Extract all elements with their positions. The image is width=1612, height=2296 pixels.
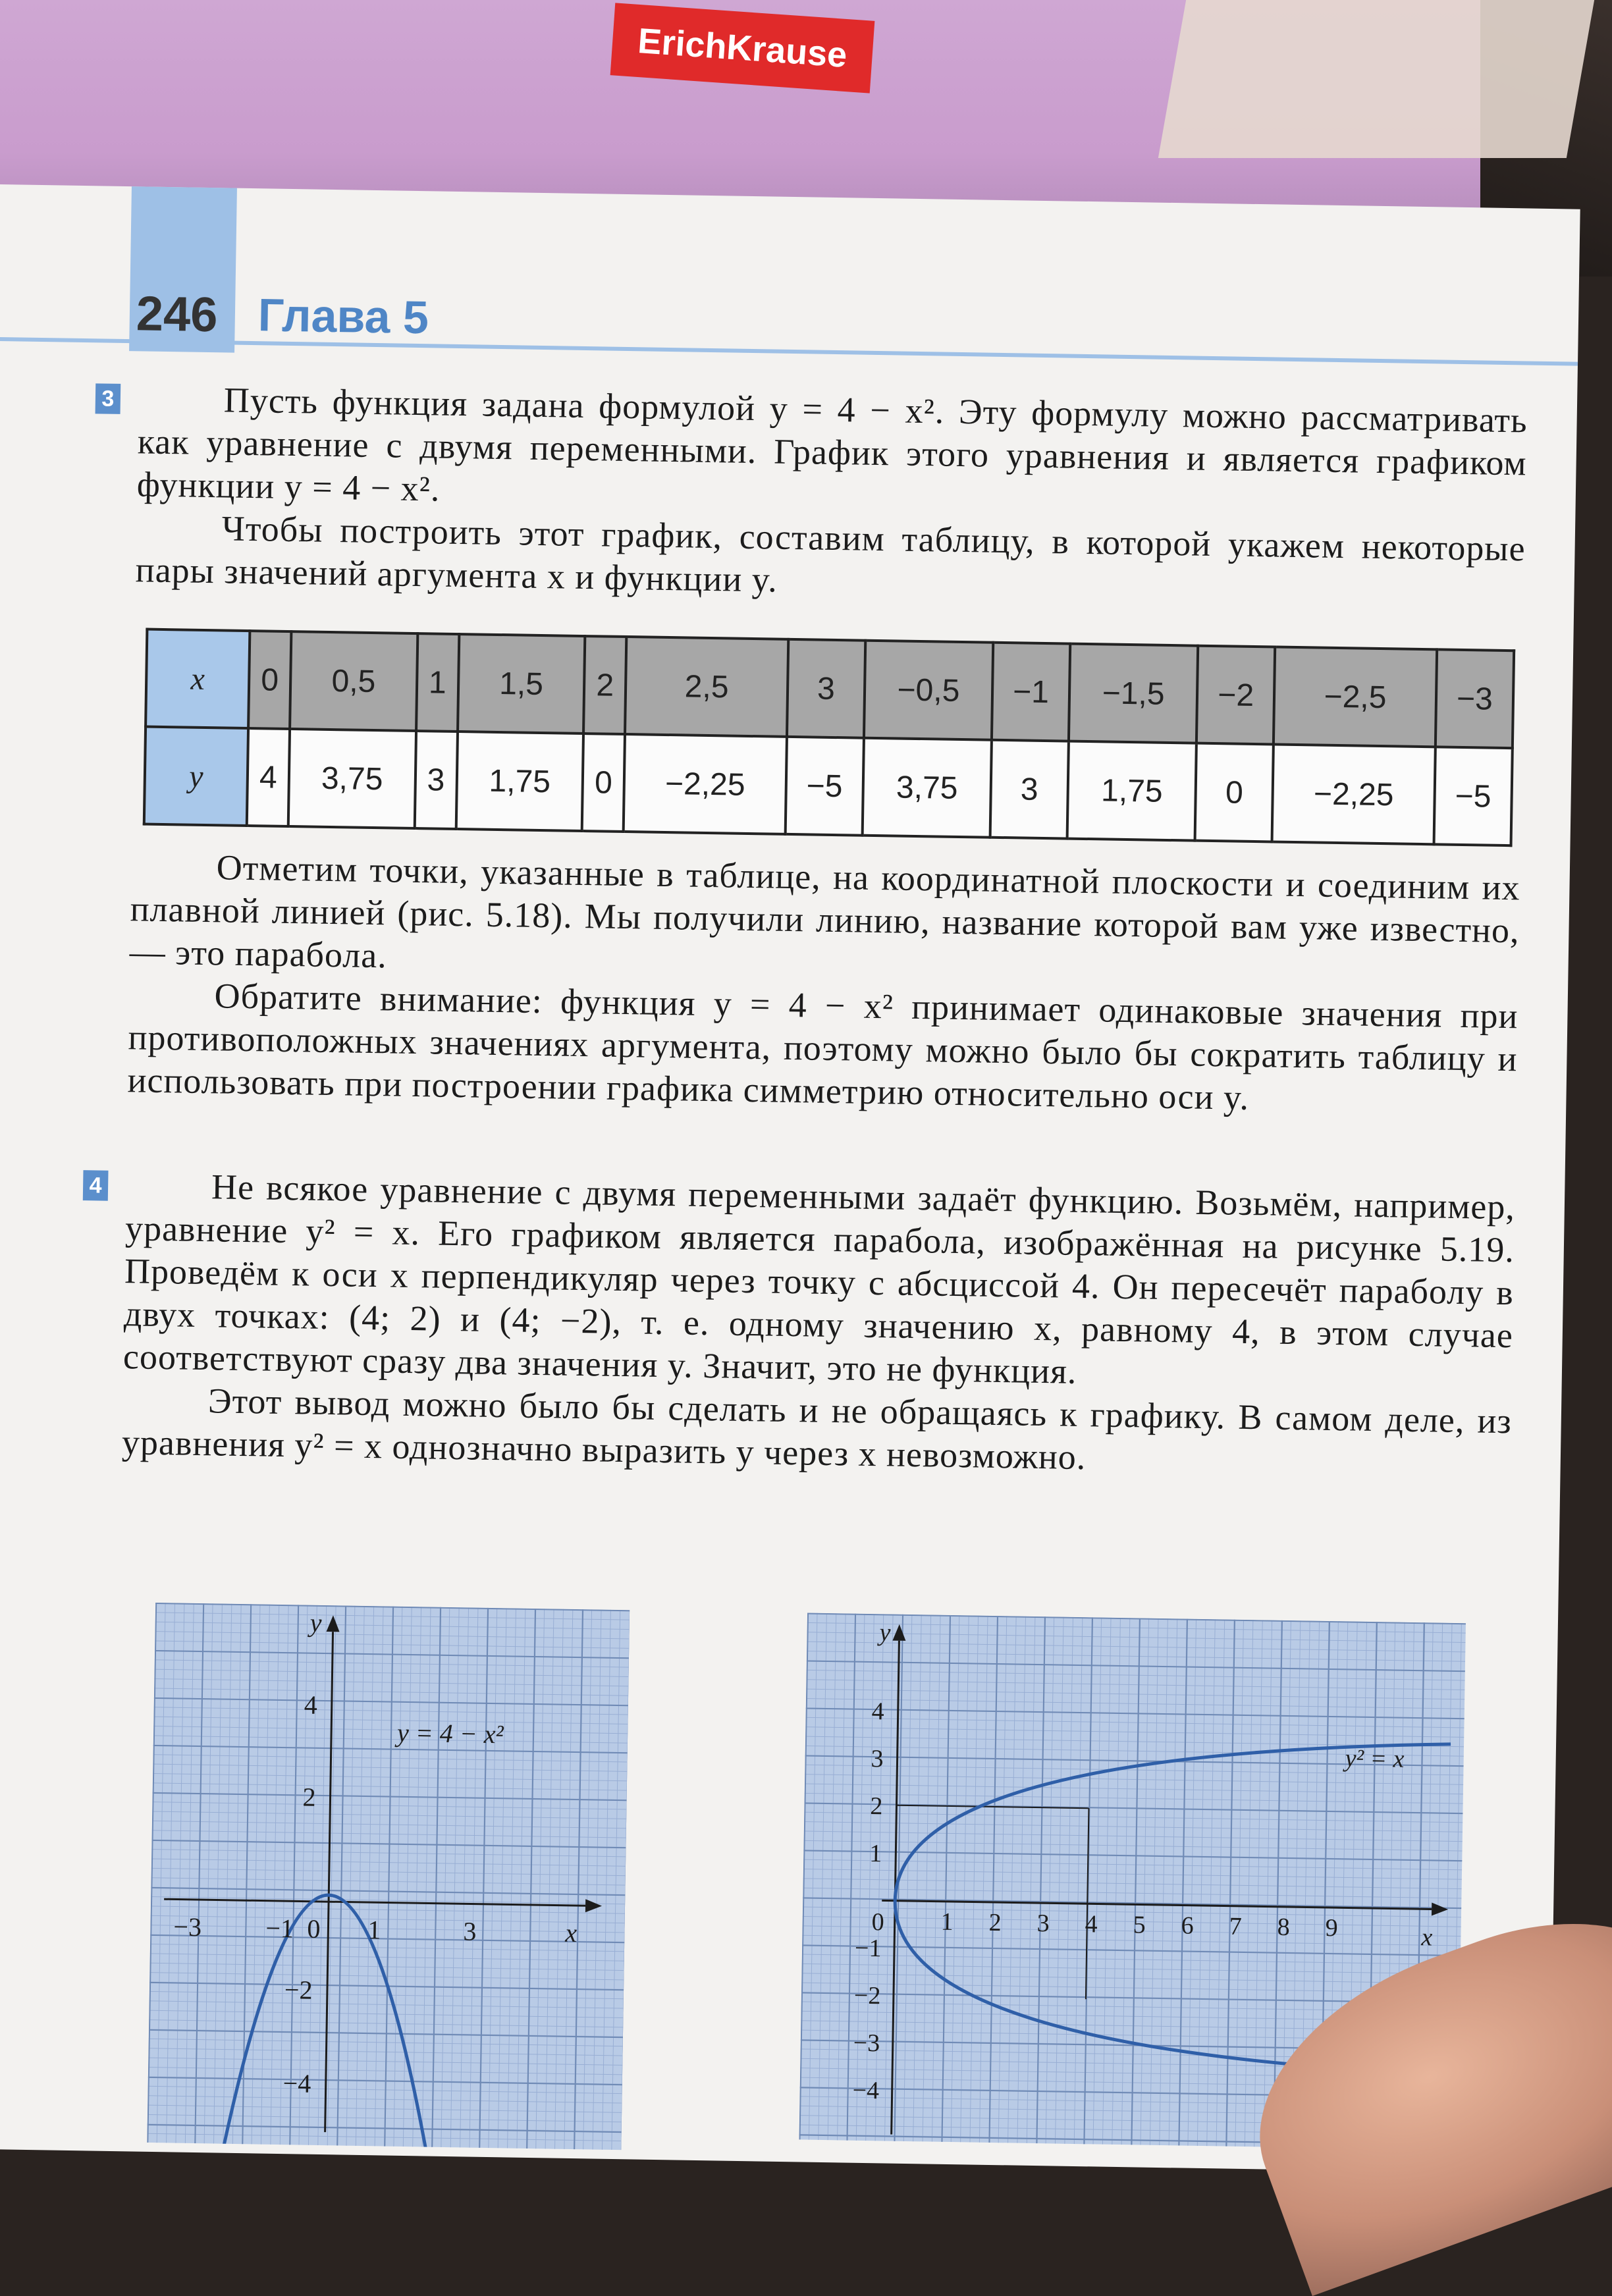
- x-cell: −0,5: [864, 641, 993, 740]
- x-cell: −2: [1196, 646, 1275, 745]
- y-cell: −5: [1434, 747, 1512, 845]
- y-cell: −2,25: [624, 734, 787, 834]
- x-tick: −3: [173, 1911, 202, 1942]
- textbook-page: [0, 184, 1580, 2174]
- y-tick: −4: [282, 2068, 311, 2098]
- y-tick: 4: [304, 1690, 318, 1720]
- ruler: [1158, 0, 1594, 158]
- section-4-text: [122, 1164, 1516, 1485]
- section-marker-3: 3: [95, 383, 121, 414]
- header-rule: [0, 337, 1578, 366]
- x-tick: 8: [1277, 1913, 1290, 1942]
- y-cell: 1,75: [1067, 741, 1196, 841]
- x-axis-label: x: [1421, 1923, 1433, 1952]
- y-tick: −1: [854, 1934, 882, 1963]
- x-tick: −1: [265, 1913, 294, 1944]
- x-tick: 6: [1181, 1911, 1195, 1940]
- x-tick: 2: [988, 1908, 1002, 1937]
- y-tick: −2: [853, 1981, 881, 2010]
- y-cell: 0: [582, 734, 625, 832]
- guide-line-y2: [897, 1805, 1089, 1809]
- x-header: x: [146, 629, 250, 728]
- y-tick: 2: [870, 1792, 883, 1821]
- y-tick: −2: [284, 1975, 313, 2005]
- x-tick: 0: [307, 1913, 321, 1944]
- y-axis-label: y: [309, 1607, 322, 1638]
- y-tick: 4: [871, 1697, 885, 1726]
- curve-label: y² = x: [1345, 1744, 1405, 1773]
- y-axis: [325, 1632, 333, 2132]
- x-tick: 9: [1325, 1913, 1338, 1942]
- x-cell: −3: [1436, 649, 1514, 748]
- x-cell: 2,5: [625, 637, 788, 737]
- y-tick: 3: [871, 1745, 884, 1773]
- y-axis-arrow-icon: [327, 1615, 340, 1632]
- x-tick: 7: [1229, 1912, 1243, 1940]
- x-axis: [164, 1899, 585, 1906]
- paragraph: Отметим точки, указанные в таблице, на координатной плоскости и соединим их плавной линией (рис. 5.18). Мы получили линию, название которой вам уже известно, — это парабола.: [129, 847, 1520, 976]
- section-3-text: [135, 377, 1528, 613]
- x-cell: −1,5: [1069, 644, 1198, 743]
- y-header: y: [144, 727, 248, 826]
- y-cell: −2,25: [1272, 744, 1436, 844]
- figure-parabola-4-minus-x2: [147, 1603, 630, 2150]
- after-table-text: [127, 845, 1520, 1123]
- y-cell: 1,75: [456, 732, 583, 831]
- y-tick: −3: [853, 2029, 880, 2058]
- x-axis: [882, 1900, 1432, 1909]
- x-axis-arrow-icon: [1432, 1902, 1448, 1915]
- y-row: [144, 727, 1513, 846]
- x-cell: 1: [416, 633, 459, 732]
- x-cell: 0: [248, 631, 291, 729]
- x-cell: −1: [992, 643, 1070, 741]
- y-axis-label: y: [879, 1618, 891, 1647]
- x-cell: 2: [583, 636, 626, 734]
- x-tick: 3: [463, 1916, 477, 1946]
- y-tick: 1: [869, 1840, 882, 1868]
- y-cell: −5: [785, 737, 863, 836]
- paragraph: Этот вывод можно было бы сделать и не обращаясь к графику. В самом деле, из уравнения y² = x однозначно выразить y через x невозможно.: [121, 1381, 1513, 1478]
- values-table: [143, 628, 1515, 847]
- x-tick: 4: [1085, 1910, 1098, 1938]
- paragraph: Не всякое уравнение с двумя переменными задаёт функцию. Возьмём, например, уравнение y² = x. Его графиком является парабола, изображённая на рисунке 5.19. Проведём к оси x перпендикуляр через точку с абсциссой 4. Он пересечёт параболу в двух точках: (4; 2) и (4; −2), т. е. одному значению x, равному 4, в этом случае соответствуют сразу два значения y. Значит, это не функция.: [122, 1167, 1516, 1391]
- x-tick: 5: [1133, 1911, 1146, 1939]
- x-tick: 1: [367, 1915, 381, 1945]
- y-axis-arrow-icon: [892, 1624, 905, 1641]
- x-tick: 3: [1036, 1909, 1050, 1938]
- x-tick: 1: [940, 1908, 954, 1936]
- paragraph: Чтобы построить этот график, составим таблицу, в которой укажем некоторые пары значений аргумента x и функции y.: [135, 508, 1526, 600]
- y-tick: −4: [852, 2076, 880, 2105]
- y-cell: 3,75: [288, 729, 416, 828]
- y-cell: 3: [414, 731, 457, 829]
- curve-label: y = 4 − x²: [396, 1717, 504, 1749]
- chapter-title: Глава 5: [257, 289, 429, 344]
- x-cell: 0,5: [290, 631, 417, 731]
- y-tick: 2: [302, 1782, 316, 1812]
- x-axis-arrow-icon: [585, 1899, 602, 1912]
- x-axis-label: x: [565, 1917, 578, 1948]
- page-number: 246: [136, 286, 219, 342]
- origin-label: 0: [871, 1908, 885, 1936]
- y-cell: 4: [247, 728, 290, 826]
- section-marker-4: 4: [83, 1170, 109, 1201]
- brand-logo: ErichKrause: [610, 3, 875, 93]
- x-cell: 3: [787, 639, 865, 738]
- x-cell: −2,5: [1274, 647, 1437, 747]
- y-cell: 3,75: [862, 738, 991, 838]
- paragraph: Обратите внимание: функция y = 4 − x² принимает одинаковые значения при противоположных значениях аргумента, поэтому можно было бы сократить таблицу и использовать при построении графика симметрию относительно оси y.: [127, 976, 1518, 1117]
- y-cell: 3: [990, 740, 1069, 839]
- paragraph: Пусть функция задана формулой y = 4 − x². Эту формулу можно рассматривать как уравнение с двумя переменными. График этого уравнения и является графиком функции y = 4 − x².: [136, 380, 1528, 509]
- x-cell: 1,5: [458, 634, 585, 734]
- y-cell: 0: [1195, 743, 1274, 842]
